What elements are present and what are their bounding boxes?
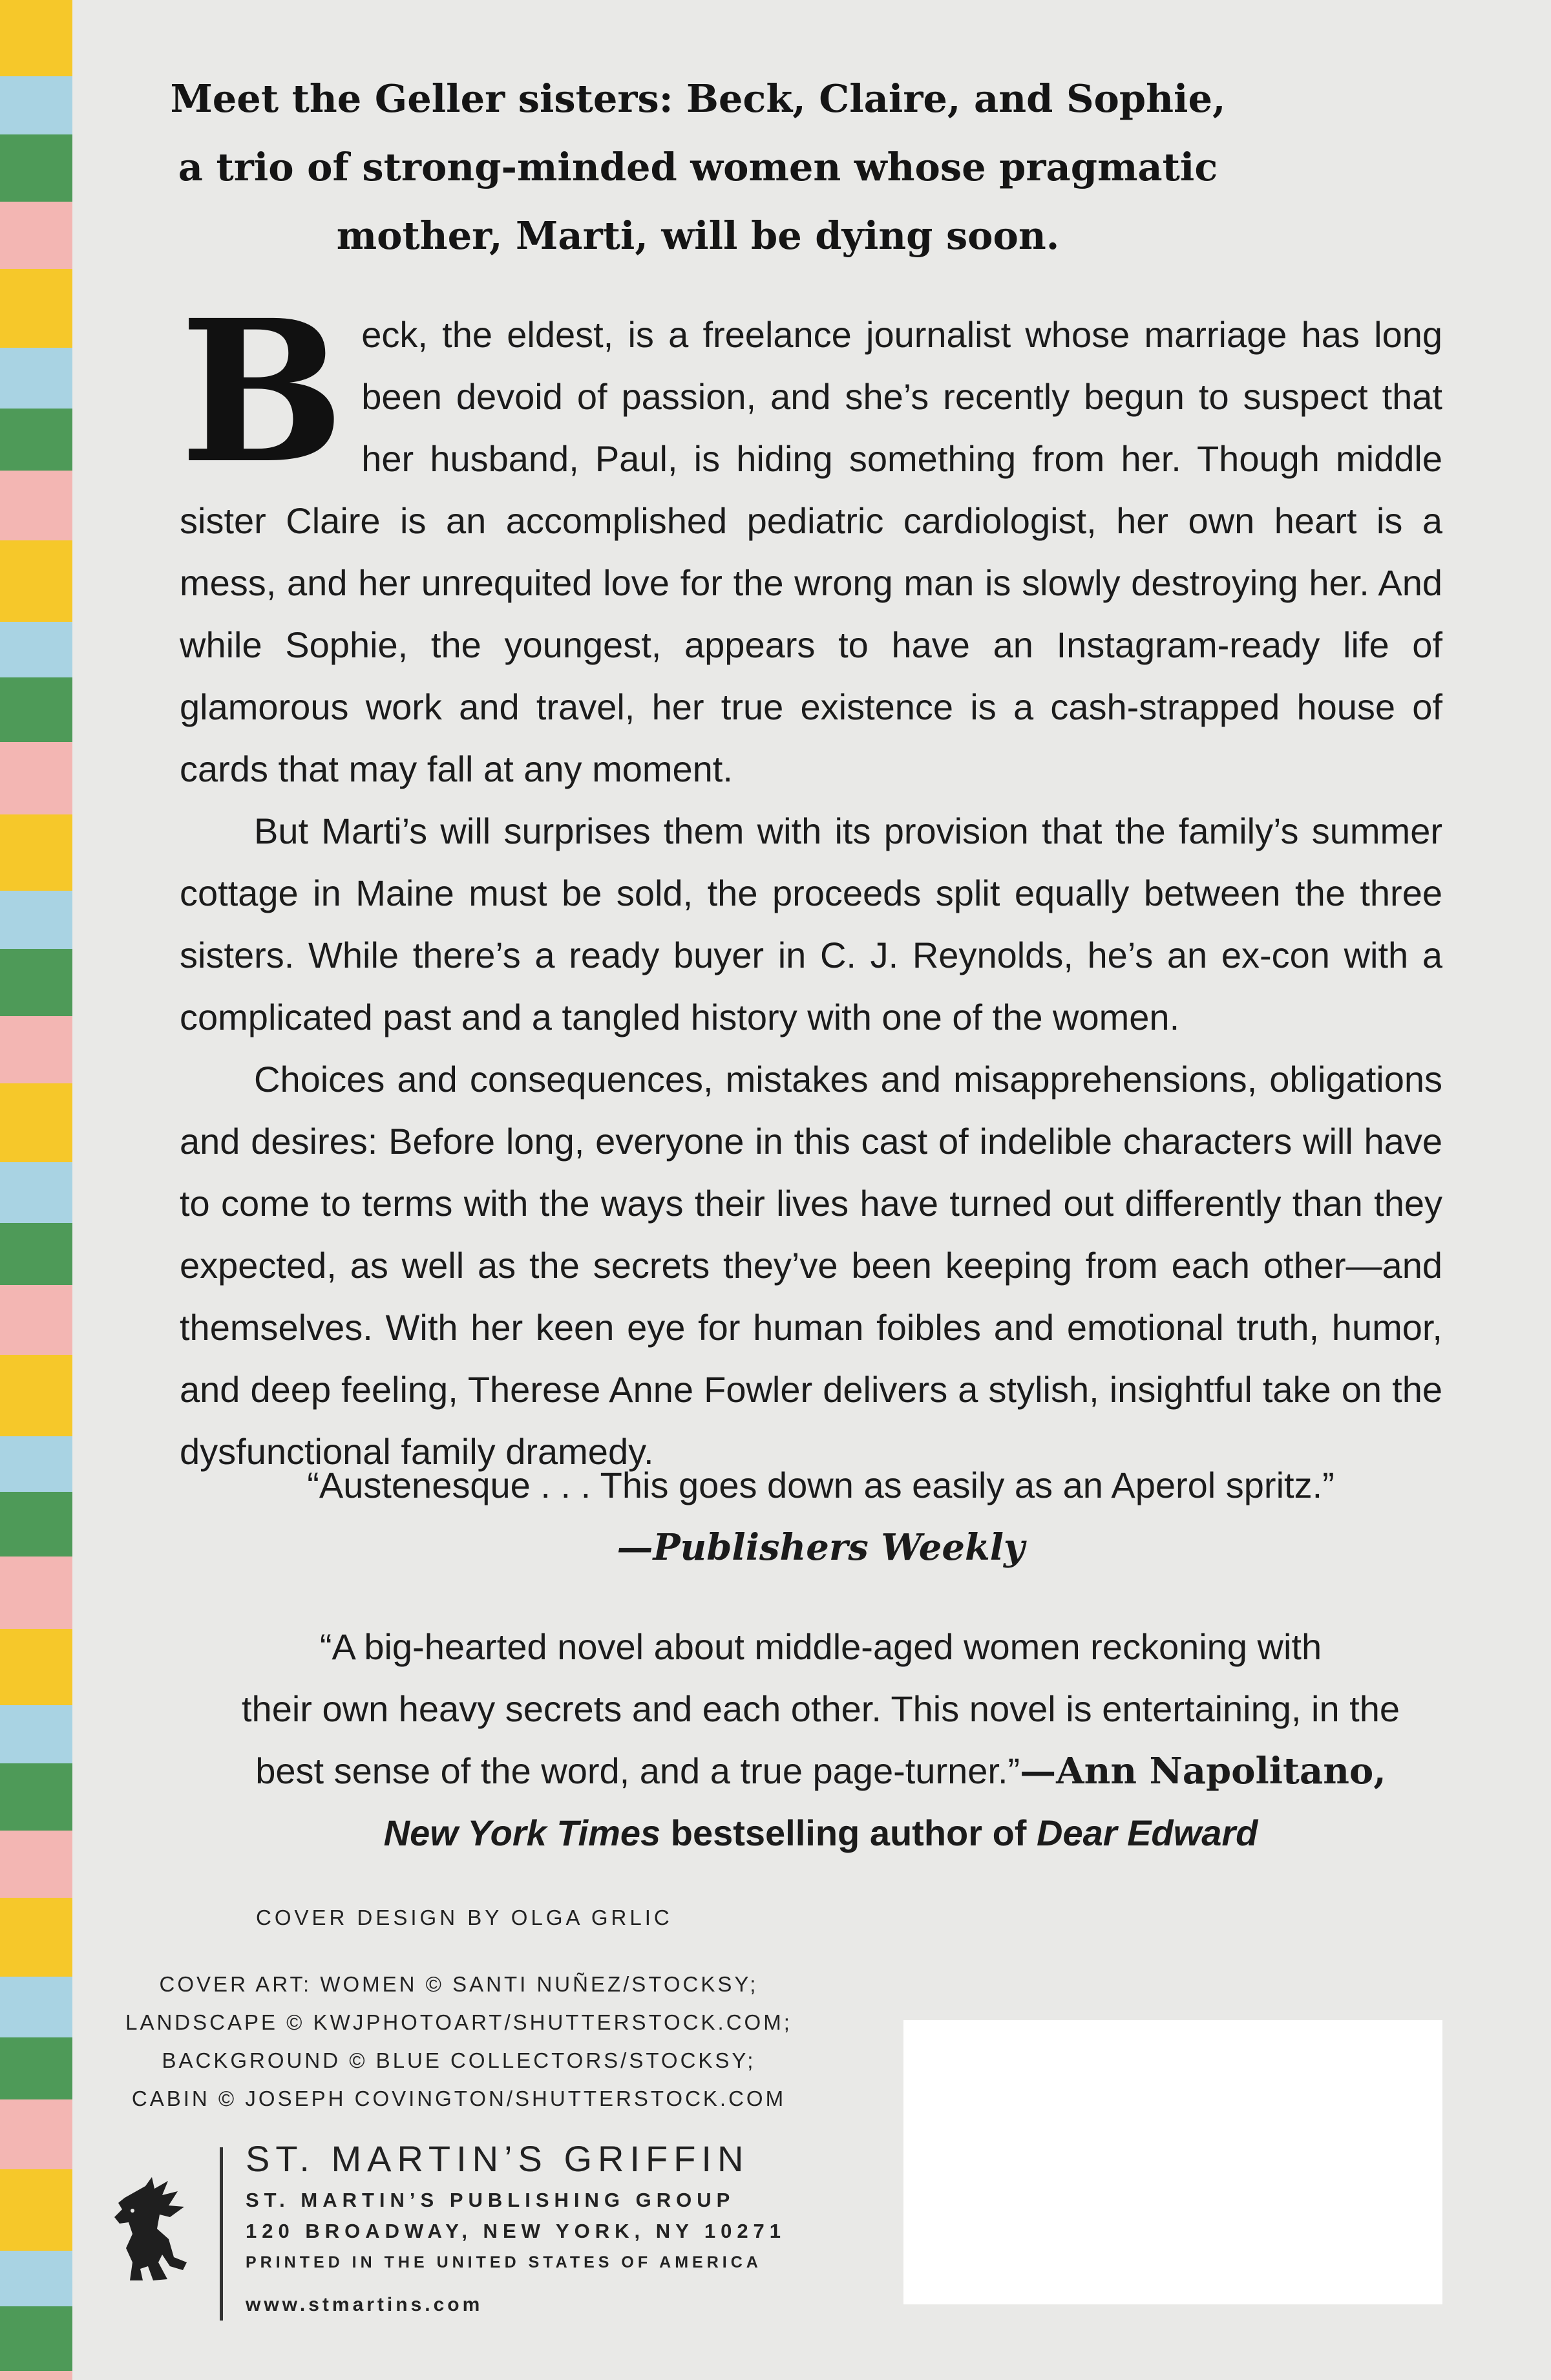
stripe-pink [0, 1285, 72, 1355]
stripe-blue [0, 1705, 72, 1763]
stripe-green [0, 134, 72, 202]
stripe-green [0, 2306, 72, 2371]
stripe-blue [0, 891, 72, 949]
stripe-green [0, 2037, 72, 2099]
publisher-block [246, 2133, 786, 2331]
publisher-url: www.stmartins.com [246, 2294, 483, 2315]
stripe-blue [0, 1162, 72, 1223]
stripe-yellow [0, 1083, 72, 1162]
stripe-green [0, 1763, 72, 1831]
stripe-pink [0, 202, 72, 269]
headline-line: a trio of strong-minded women whose pragmatic [178, 145, 1218, 189]
blurb-quote-line: “A big-hearted novel about middle-aged women reckoning with [319, 1626, 1322, 1667]
synopsis-paragraph: Choices and consequences, mistakes and misapprehensions, obligations and desires: Before long, everyone in this cast of indelible characters will have to come to terms with the ways their lives have turned out differently than they expected, as well as the secrets they’ve been keeping from each other—and themselves. With her keen eye for human foibles and emotional truth, humor, and deep feeling, Therese Anne Fowler delivers a stylish, insightful take on the dysfunctional family dramedy. [180, 1059, 1442, 1472]
stripe-pink [0, 471, 72, 540]
blurb-quote-line [162, 1740, 1480, 1802]
credit-line: COVER ART: WOMEN © SANTI NUÑEZ/STOCKSY; [159, 1972, 759, 1996]
stripe-pink [0, 742, 72, 814]
headline-line: mother, Marti, will be dying soon. [336, 213, 1060, 258]
cover-art-credits [116, 1965, 801, 2118]
blurb-quote-end: best sense of the word, and a true page-turner.” [255, 1750, 1020, 1791]
credit-line: CABIN © JOSEPH COVINGTON/SHUTTERSTOCK.COM [131, 2087, 786, 2110]
credit-line: LANDSCAPE © KWJPHOTOART/SHUTTERSTOCK.COM; [125, 2010, 792, 2034]
stripe-green [0, 949, 72, 1016]
headline [162, 65, 1234, 270]
griffin-logo-icon [107, 2172, 197, 2288]
stripe-pink [0, 1016, 72, 1083]
drop-cap: B [180, 277, 345, 507]
stripe-blue [0, 348, 72, 409]
imprint-name: ST. MARTIN’S GRIFFIN [246, 2138, 750, 2179]
stripe-yellow [0, 1898, 72, 1977]
stripe-yellow [0, 1355, 72, 1436]
stripe-green [0, 1223, 72, 1285]
printed-notice: PRINTED IN THE UNITED STATES OF AMERICA [246, 2253, 762, 2271]
barcode-area [903, 2020, 1442, 2304]
decorative-stripe-border [0, 0, 72, 2380]
synopsis-paragraph: But Marti’s will surprises them with its provision that the family’s summer cottage in Maine must be sold, the proceeds split equally between the three sisters. While there’s a ready buyer in C. J. Reynolds, he’s an ex-con with a complicated past and a tangled history with one of the women. [180, 811, 1442, 1037]
book-title: Dear Edward [1037, 1812, 1258, 1853]
stripe-blue [0, 1977, 72, 2037]
synopsis [180, 277, 1442, 1483]
paragraph-text: eck, the eldest, is a freelance journalist whose marriage has long been devoid of passion, and she’s recently begun to suspect that her husband, Paul, is hiding something from her. Though middle sister Claire is an accomplished pediatric cardiologist, her own heart is a mess, and her unrequited love for the wrong man is slowly destroying her. And while Sophie, the youngest, appears to have an Instagram-ready life of glamorous work and travel, her true existence is a cash-strapped house of cards that may fall at any moment. [180, 314, 1442, 789]
stripe-green [0, 1492, 72, 1557]
stripe-pink [0, 2371, 72, 2380]
publisher-divider [220, 2147, 223, 2321]
headline-line: Meet the Geller sisters: Beck, Claire, and Sophie, [170, 76, 1226, 121]
cover-design-credit: COVER DESIGN BY OLGA GRLIC [256, 1906, 673, 1929]
stripe-blue [0, 1436, 72, 1492]
publisher-address: 120 BROADWAY, NEW YORK, NY 10271 [246, 2220, 786, 2242]
stripe-blue [0, 2251, 72, 2306]
stripe-yellow [0, 0, 72, 76]
blurb-quote: “Austenesque . . . This goes down as easily as an Aperol spritz.” [307, 1465, 1335, 1505]
stripe-pink [0, 2099, 72, 2169]
blurb-publishers-weekly [162, 1454, 1480, 1578]
stripe-blue [0, 622, 72, 677]
stripe-pink [0, 1831, 72, 1898]
blurb-quote-line: their own heavy secrets and each other. This novel is entertaining, in the [241, 1688, 1400, 1729]
attribution-mid: bestselling author of [660, 1812, 1037, 1853]
newspaper-title: New York Times [383, 1812, 661, 1853]
stripe-green [0, 677, 72, 742]
blurb-attribution: —Publishers Weekly [617, 1526, 1025, 1569]
stripe-green [0, 409, 72, 471]
stripe-yellow [0, 540, 72, 622]
credit-line: BACKGROUND © BLUE COLLECTORS/STOCKSY; [162, 2048, 756, 2072]
stripe-blue [0, 76, 72, 134]
blurb-ann-napolitano [162, 1616, 1480, 1864]
blurb-attribution-name: —Ann Napolitano, [1020, 1750, 1386, 1792]
publisher-group: ST. MARTIN’S PUBLISHING GROUP [246, 2189, 735, 2211]
blurb-attribution-title [162, 1802, 1480, 1864]
stripe-yellow [0, 2169, 72, 2251]
stripe-yellow [0, 269, 72, 348]
synopsis-paragraph [180, 277, 1442, 800]
stripe-yellow [0, 1629, 72, 1705]
stripe-yellow [0, 814, 72, 891]
stripe-pink [0, 1557, 72, 1629]
